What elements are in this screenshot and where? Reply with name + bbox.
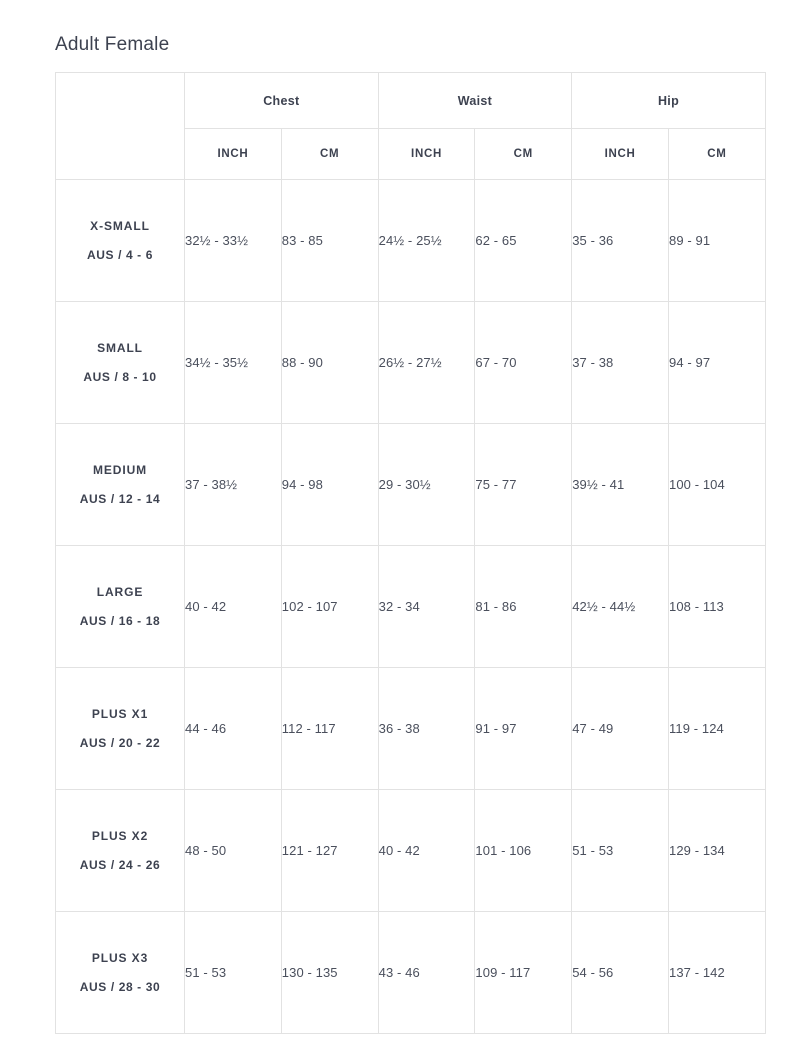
- cell-chest-cm: 88 - 90: [281, 302, 378, 424]
- cell-waist-cm: 109 - 117: [475, 912, 572, 1034]
- cell-waist-inch: 32 - 34: [378, 546, 475, 668]
- table-row: [56, 546, 766, 668]
- cell-chest-cm: 130 - 135: [281, 912, 378, 1034]
- table-row: [56, 790, 766, 912]
- size-name: X-SMALL: [90, 219, 150, 234]
- cell-waist-cm: 75 - 77: [475, 424, 572, 546]
- table-body: [56, 180, 766, 1034]
- page-title: Adult Female: [55, 34, 170, 55]
- cell-chest-inch: 51 - 53: [185, 912, 282, 1034]
- row-label-cell: [56, 912, 185, 1034]
- cell-hip-cm: 89 - 91: [669, 180, 766, 302]
- unit-header-chest-cm: CM: [281, 129, 378, 180]
- table-header-groups-row: [56, 73, 766, 129]
- cell-hip-inch: 35 - 36: [572, 180, 669, 302]
- cell-chest-inch: 40 - 42: [185, 546, 282, 668]
- cell-chest-inch: 32½ - 33½: [185, 180, 282, 302]
- table-row: [56, 302, 766, 424]
- corner-blank-cell: [56, 73, 185, 180]
- cell-hip-cm: 137 - 142: [669, 912, 766, 1034]
- unit-header-waist-cm: CM: [475, 129, 572, 180]
- cell-chest-cm: 121 - 127: [281, 790, 378, 912]
- cell-chest-cm: 102 - 107: [281, 546, 378, 668]
- cell-chest-inch: 34½ - 35½: [185, 302, 282, 424]
- cell-chest-inch: 44 - 46: [185, 668, 282, 790]
- row-label-cell: [56, 546, 185, 668]
- unit-header-hip-cm: CM: [669, 129, 766, 180]
- aus-size: AUS / 20 - 22: [79, 735, 161, 750]
- column-group-waist: Waist: [378, 73, 572, 129]
- cell-chest-cm: 83 - 85: [281, 180, 378, 302]
- size-name: PLUS X1: [91, 707, 149, 722]
- cell-waist-inch: 36 - 38: [378, 668, 475, 790]
- cell-waist-inch: 40 - 42: [378, 790, 475, 912]
- cell-chest-inch: 48 - 50: [185, 790, 282, 912]
- cell-waist-cm: 62 - 65: [475, 180, 572, 302]
- cell-hip-cm: 100 - 104: [669, 424, 766, 546]
- cell-hip-cm: 129 - 134: [669, 790, 766, 912]
- cell-chest-cm: 94 - 98: [281, 424, 378, 546]
- cell-waist-cm: 81 - 86: [475, 546, 572, 668]
- table-header: [56, 73, 766, 180]
- size-name: SMALL: [97, 341, 143, 356]
- table-row: [56, 668, 766, 790]
- aus-size: AUS / 12 - 14: [79, 491, 161, 506]
- size-name: PLUS X2: [91, 829, 149, 844]
- cell-waist-inch: 24½ - 25½: [378, 180, 475, 302]
- size-name: PLUS X3: [91, 951, 149, 966]
- cell-waist-cm: 91 - 97: [475, 668, 572, 790]
- size-chart-table: [55, 72, 766, 1034]
- column-group-chest: Chest: [185, 73, 379, 129]
- column-group-hip: Hip: [572, 73, 766, 129]
- cell-waist-inch: 26½ - 27½: [378, 302, 475, 424]
- row-label-cell: [56, 668, 185, 790]
- cell-hip-inch: 37 - 38: [572, 302, 669, 424]
- aus-size: AUS / 16 - 18: [79, 613, 161, 628]
- cell-hip-inch: 42½ - 44½: [572, 546, 669, 668]
- cell-hip-inch: 54 - 56: [572, 912, 669, 1034]
- row-label-cell: [56, 790, 185, 912]
- cell-hip-inch: 47 - 49: [572, 668, 669, 790]
- unit-header-chest-inch: INCH: [185, 129, 282, 180]
- table-row: [56, 180, 766, 302]
- table-row: [56, 424, 766, 546]
- cell-waist-cm: 101 - 106: [475, 790, 572, 912]
- cell-hip-cm: 94 - 97: [669, 302, 766, 424]
- aus-size: AUS / 24 - 26: [79, 857, 161, 872]
- aus-size: AUS / 4 - 6: [87, 247, 153, 262]
- row-label-cell: [56, 180, 185, 302]
- size-name: MEDIUM: [92, 463, 148, 478]
- aus-size: AUS / 8 - 10: [83, 369, 157, 384]
- row-label-cell: [56, 302, 185, 424]
- unit-header-waist-inch: INCH: [378, 129, 475, 180]
- cell-chest-inch: 37 - 38½: [185, 424, 282, 546]
- cell-waist-inch: 29 - 30½: [378, 424, 475, 546]
- cell-chest-cm: 112 - 117: [281, 668, 378, 790]
- cell-waist-inch: 43 - 46: [378, 912, 475, 1034]
- table-row: [56, 912, 766, 1034]
- cell-hip-cm: 119 - 124: [669, 668, 766, 790]
- cell-hip-cm: 108 - 113: [669, 546, 766, 668]
- cell-hip-inch: 39½ - 41: [572, 424, 669, 546]
- cell-waist-cm: 67 - 70: [475, 302, 572, 424]
- row-label-cell: [56, 424, 185, 546]
- size-name: LARGE: [96, 585, 144, 600]
- cell-hip-inch: 51 - 53: [572, 790, 669, 912]
- unit-header-hip-inch: INCH: [572, 129, 669, 180]
- aus-size: AUS / 28 - 30: [79, 979, 161, 994]
